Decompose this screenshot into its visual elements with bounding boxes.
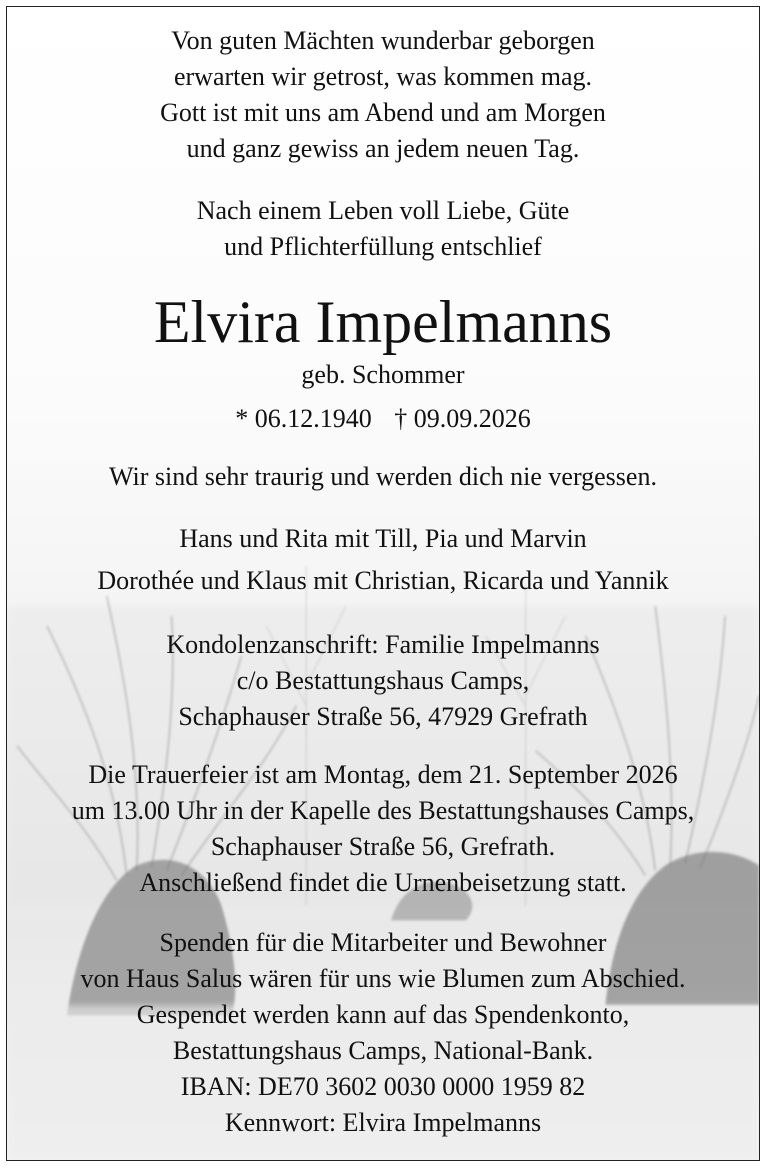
poem-block (7, 23, 759, 167)
condolence-line: Kondolenzanschrift: Familie Impelmanns (166, 630, 600, 659)
message-block (7, 459, 759, 495)
donation-keyword: Kennwort: Elvira Impelmanns (224, 1108, 542, 1137)
service-line: Die Trauerfeier ist am Montag, dem 21. September 2026 (88, 760, 678, 789)
condolence-line: c/o Bestattungshaus Camps, (236, 666, 530, 695)
life-dates (7, 401, 759, 437)
intro-line: und Pflichterfüllung entschlief (224, 232, 542, 261)
donation-line: Bestattungshaus Camps, National-Bank. (172, 1036, 594, 1065)
poem-line: Gott ist mit uns am Abend und am Morgen (160, 98, 606, 127)
obituary-text (7, 7, 759, 1160)
family-block (7, 521, 759, 599)
intro-block (7, 193, 759, 265)
service-line: Schaphauser Straße 56, Grefrath. (210, 832, 556, 861)
donations-block (7, 925, 759, 1141)
poem-line: erwarten wir getrost, was kommen mag. (173, 62, 593, 91)
family-line: Hans und Rita mit Till, Pia und Marvin (179, 524, 587, 553)
donation-line: von Haus Salus wären für uns wie Blumen zum Abschied. (80, 964, 686, 993)
obituary-frame (6, 6, 760, 1161)
service-block (7, 757, 759, 901)
birth-date: * 06.12.1940 (235, 404, 372, 433)
service-line: Anschließend findet die Urnenbeisetzung statt. (139, 868, 627, 897)
farewell-message: Wir sind sehr traurig und werden dich nie vergessen. (109, 462, 657, 491)
deceased-name: Elvira Impelmanns (153, 289, 613, 355)
deceased-block (7, 289, 759, 437)
intro-line: Nach einem Leben voll Liebe, Güte (196, 196, 570, 225)
poem-line: Von guten Mächten wunderbar geborgen (171, 26, 595, 55)
death-date: † 09.09.2026 (394, 404, 531, 433)
donation-iban: IBAN: DE70 3602 0030 0000 1959 82 (180, 1072, 586, 1101)
donation-line: Gespendet werden kann auf das Spendenkonto, (136, 1000, 630, 1029)
poem-line: und ganz gewiss an jedem neuen Tag. (186, 134, 580, 163)
family-line: Dorothée und Klaus mit Christian, Ricarda und Yannik (97, 566, 669, 595)
condolence-block (7, 627, 759, 735)
service-line: um 13.00 Uhr in der Kapelle des Bestattungshauses Camps, (71, 796, 695, 825)
maiden-name: geb. Schommer (301, 360, 465, 389)
condolence-line: Schaphauser Straße 56, 47929 Grefrath (178, 702, 588, 731)
donation-line: Spenden für die Mitarbeiter und Bewohner (159, 928, 607, 957)
